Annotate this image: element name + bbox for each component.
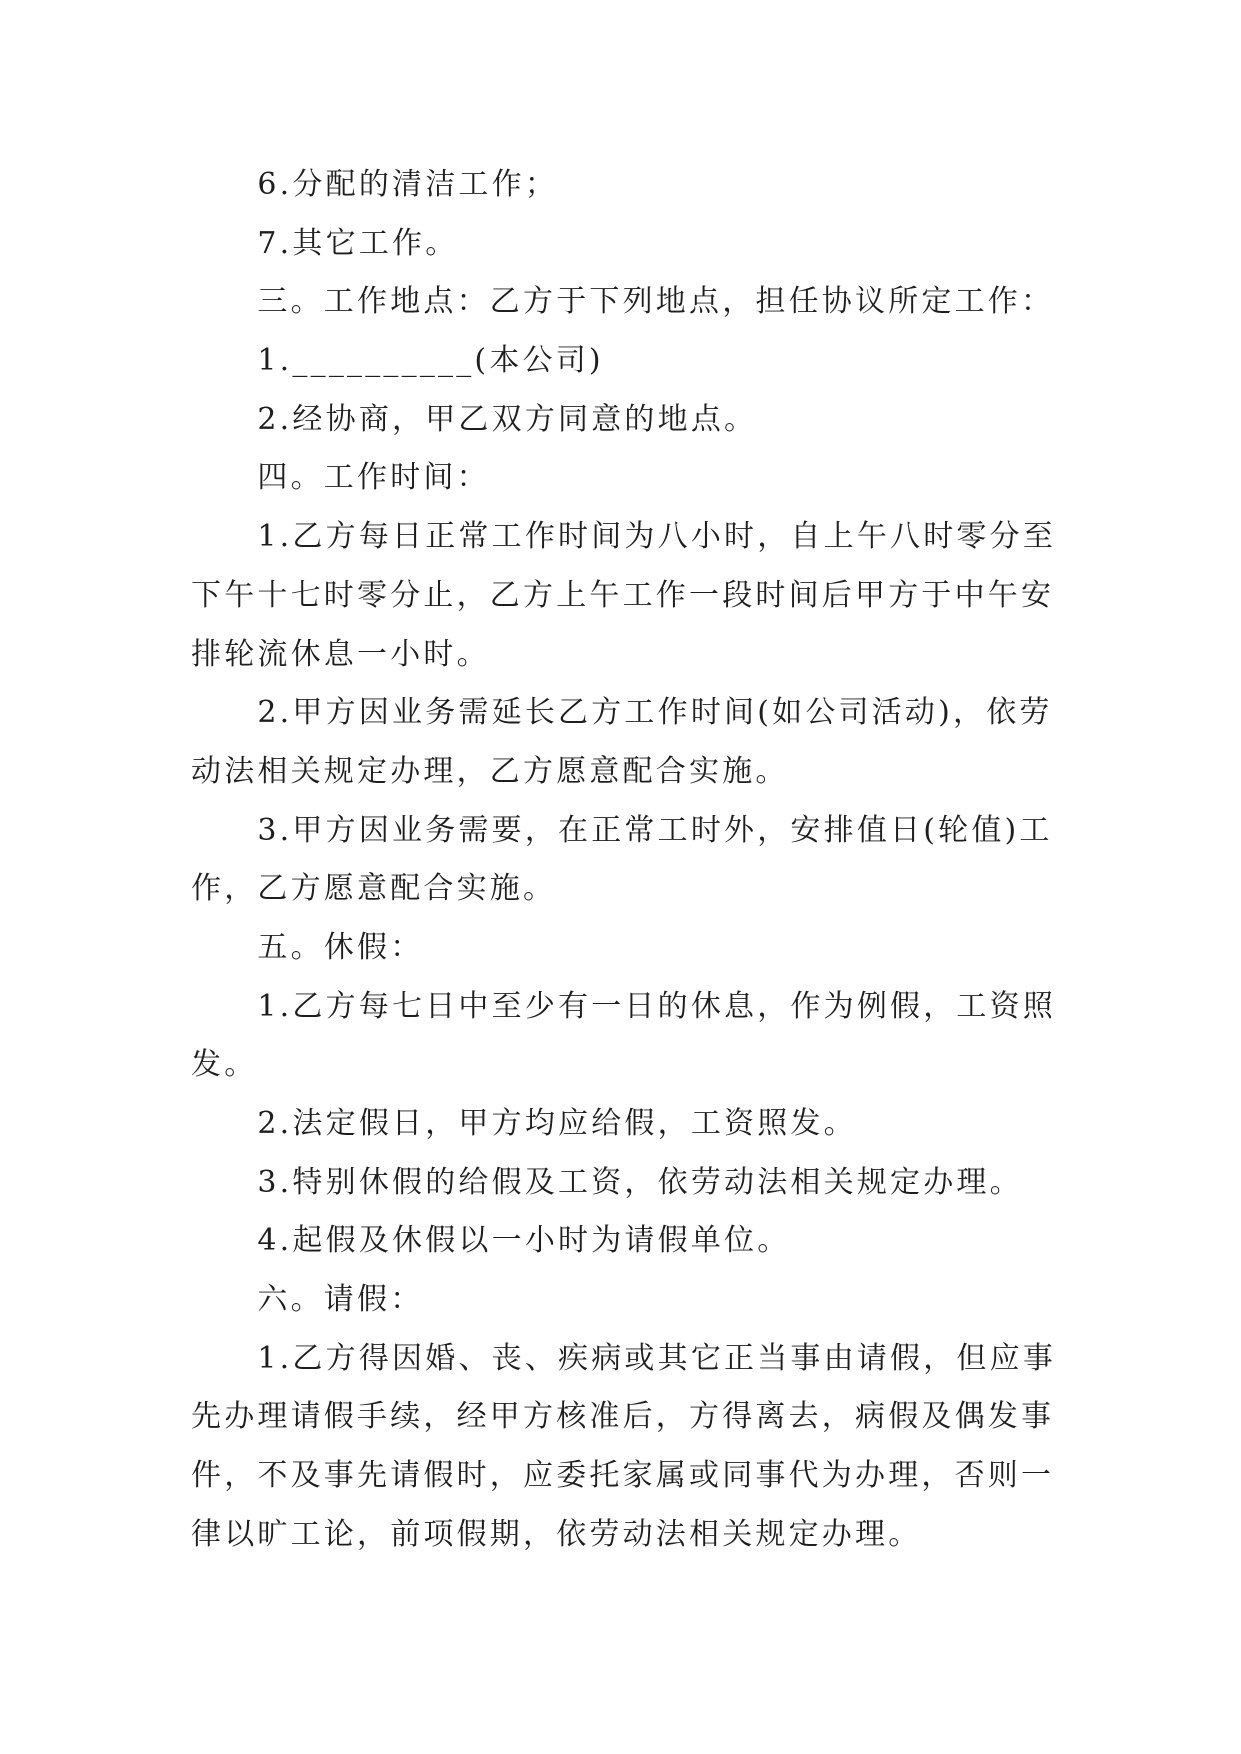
paragraph-hours-2 xyxy=(191,684,1071,801)
text-line: 作，乙方愿意配合实施。 xyxy=(191,871,557,907)
section-heading-leave xyxy=(191,1271,1071,1330)
text-line: 1.乙方每七日中至少有一日的休息，作为例假，工资照 xyxy=(257,988,1057,1024)
text-line: 律以旷工论，前项假期，依劳动法相关规定办理。 xyxy=(191,1516,922,1552)
text-line: 1.乙方每日正常工作时间为八小时，自上午八时零分至 xyxy=(257,519,1057,555)
text-line: 1.乙方得因婚、丧、疾病或其它正当事由请假，但应事 xyxy=(257,1340,1057,1376)
text-line: 7.其它工作。 xyxy=(257,225,459,261)
section-heading-work-hours xyxy=(191,449,1071,508)
text-line: 发。 xyxy=(191,1047,258,1083)
paragraph-location-1 xyxy=(191,332,1071,391)
text-line: 件，不及事先请假时，应委托家属或同事代为办理，否则一 xyxy=(191,1458,1055,1494)
text-line: 四。工作时间： xyxy=(257,460,490,496)
text-line: 三。工作地点：乙方于下列地点，担任协议所定工作： xyxy=(257,284,1055,320)
text-line: 下午十七时零分止，乙方上午工作一段时间后甲方于中午安 xyxy=(191,577,1055,613)
paragraph-vacation-2 xyxy=(191,1095,1071,1154)
paragraph-hours-3 xyxy=(191,802,1071,919)
paragraph-vacation-4 xyxy=(191,1212,1071,1271)
text-line: 排轮流休息一小时。 xyxy=(191,636,490,672)
text-line: 先办理请假手续，经甲方核准后，方得离去，病假及偶发事 xyxy=(191,1399,1055,1435)
text-line: 2.经协商，甲乙双方同意的地点。 xyxy=(257,401,758,437)
section-heading-work-location xyxy=(191,273,1071,332)
text-line: 2.甲方因业务需延长乙方工作时间(如公司活动)，依劳 xyxy=(257,695,1053,731)
text-line: 六。请假： xyxy=(257,1282,424,1318)
paragraph-vacation-1 xyxy=(191,978,1071,1095)
text-line: 1.__________(本公司) xyxy=(257,343,604,379)
document-body xyxy=(191,156,1071,1565)
text-line: 4.起假及休假以一小时为请假单位。 xyxy=(257,1223,791,1259)
text-line: 2.法定假日，甲方均应给假，工资照发。 xyxy=(257,1106,857,1141)
text-line: 动法相关规定办理，乙方愿意配合实施。 xyxy=(191,753,789,789)
text-line: 3.特别休假的给假及工资，依劳动法相关规定办理。 xyxy=(257,1164,1023,1200)
text-line: 五。休假： xyxy=(257,929,424,965)
text-line: 3.甲方因业务需要，在正常工时外，安排值日(轮值)工 xyxy=(257,812,1053,848)
section-heading-vacation xyxy=(191,919,1071,978)
paragraph-vacation-3 xyxy=(191,1154,1071,1213)
paragraph-hours-1 xyxy=(191,508,1071,684)
text-line: 6.分配的清洁工作； xyxy=(257,167,559,202)
paragraph-leave-1 xyxy=(191,1330,1071,1565)
paragraph-location-2 xyxy=(191,391,1071,450)
paragraph-item-6-cleaning xyxy=(191,156,1071,215)
paragraph-item-7-other xyxy=(191,215,1071,274)
